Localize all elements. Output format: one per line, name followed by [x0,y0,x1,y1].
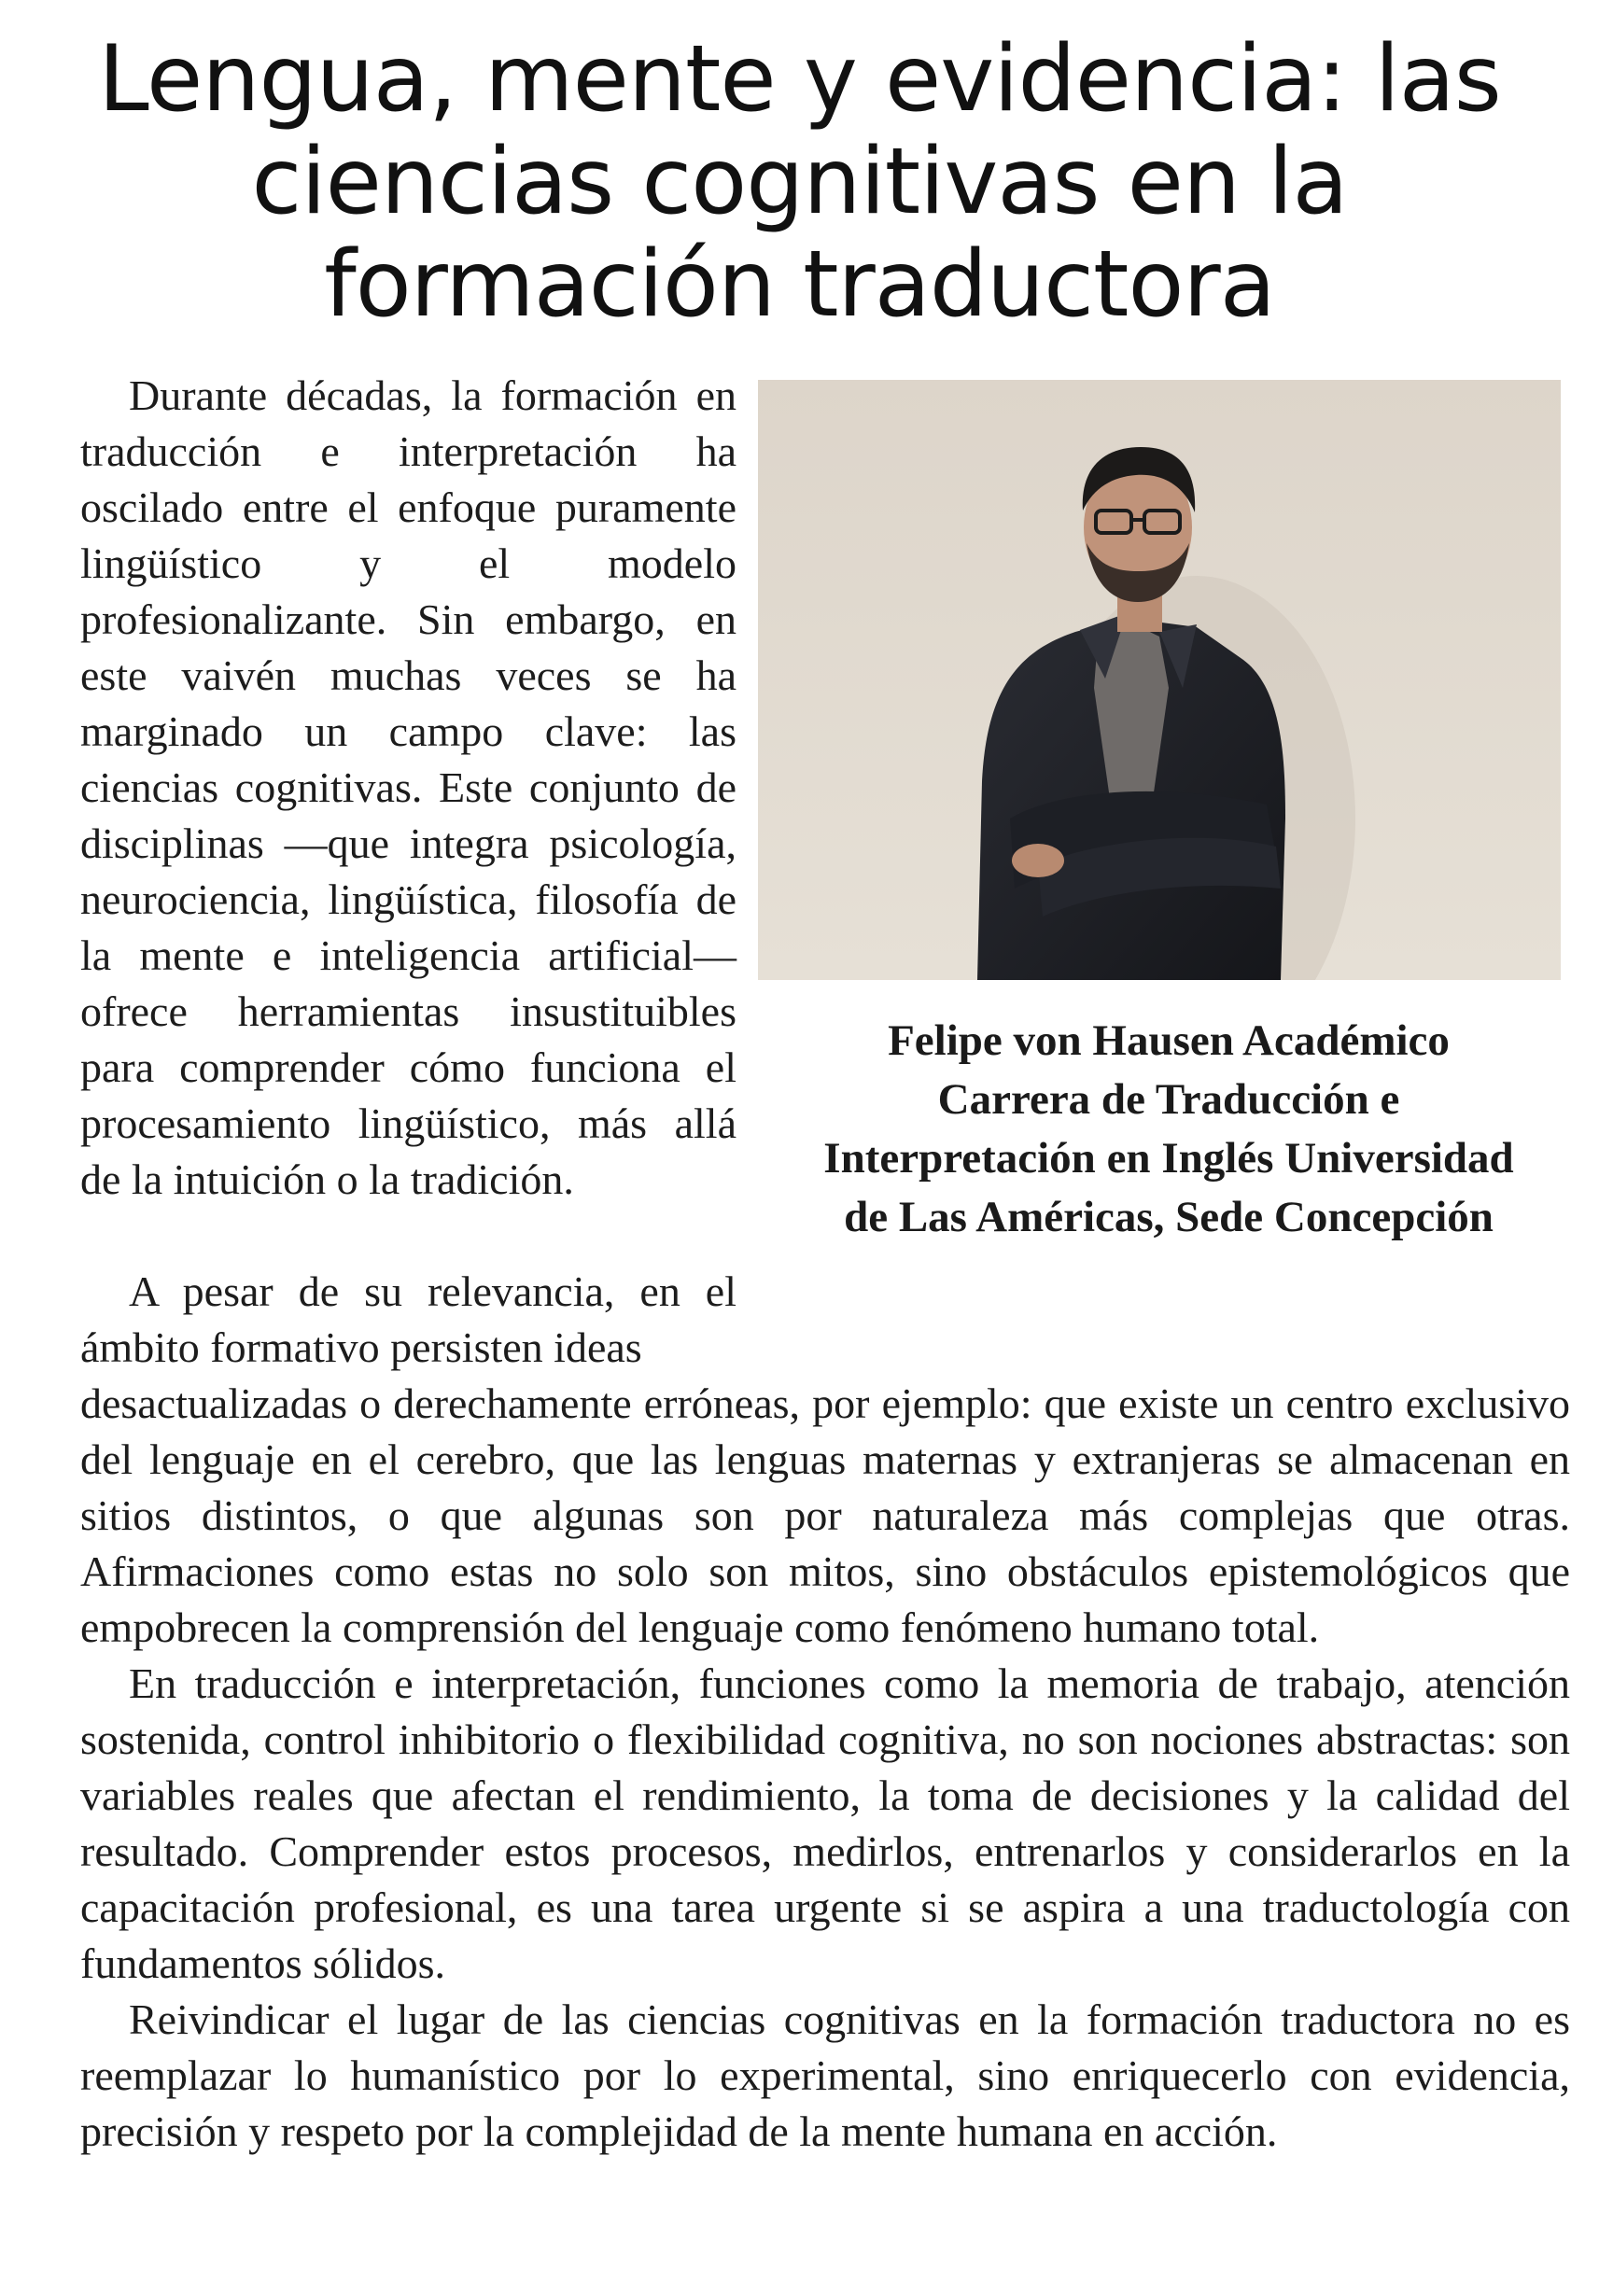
author-portrait-illustration [758,380,1561,980]
article-headline [37,28,1562,336]
headline-line-1: Lengua, mente y evidencia: las [98,26,1501,133]
caption-line-2: Carrera de Traducción e [937,1075,1400,1124]
article-paragraph-2-lead: A pesar de su relevancia, en el ámbito formativo persisten ideas [80,1267,736,1371]
article-column-narrow [80,368,736,1208]
author-photo [758,380,1561,980]
caption-line-1: Felipe von Hausen Académico [888,1016,1450,1065]
article-paragraph-2-rest: desactualizadas o derechamente erróneas, por ejemplo: que existe un centro exclusivo del lenguaje en el cerebro, que las lenguas maternas y extranjeras se almacenan en sitios distintos, o que algunas son por naturaleza más complejas que otras. Afirmaciones como estas no solo son mitos, sino obstáculos epistemológicos que empobrecen la comprensión del lenguaje como fenómeno humano total. [80,1379,1570,1651]
article-column-wide [80,1376,1570,2160]
caption-line-4: de Las Américas, Sede Concepción [844,1193,1494,1241]
article-paragraph-4: Reivindicar el lugar de las ciencias cognitivas en la formación traductora no es reemplazar lo humanístico por lo experimental, sino enriquecerlo con evidencia, precisión y respeto por la complejidad de la mente humana en acción. [80,1995,1570,2155]
article-paragraph-1: Durante décadas, la formación en traducción e interpretación ha oscilado entre el enfoque puramente lingüístico y el modelo profesionalizante. Sin embargo, en este vaivén muchas veces se ha marginado un campo clave: las ciencias cognitivas. Este conjunto de disciplinas —que integra psicología, neurociencia, lingüística, filosofía de la mente e inteligencia artificial— ofrece herramientas insustituibles para comprender cómo funciona el procesamiento lingüístico, más allá de la intuición o la tradición. [80,371,736,1203]
photo-caption [758,1012,1579,1247]
article-paragraph-3: En traducción e interpretación, funciones como la memoria de trabajo, atención sostenida, control inhibitorio o flexibilidad cognitiva, no son nociones abstractas: son variables reales que afectan el rendimiento, la toma de decisiones y la calidad del resultado. Comprender estos procesos, medirlos, entrenarlos y considerarlos en la capacitación profesional, es una tarea urgente si se aspira a una traductología con fundamentos sólidos. [80,1659,1570,1987]
caption-line-3: Interpretación en Inglés Universidad [823,1134,1514,1183]
headline-line-3: formación traductora [324,231,1275,338]
headline-line-2: ciencias cognitivas en la [251,129,1348,235]
